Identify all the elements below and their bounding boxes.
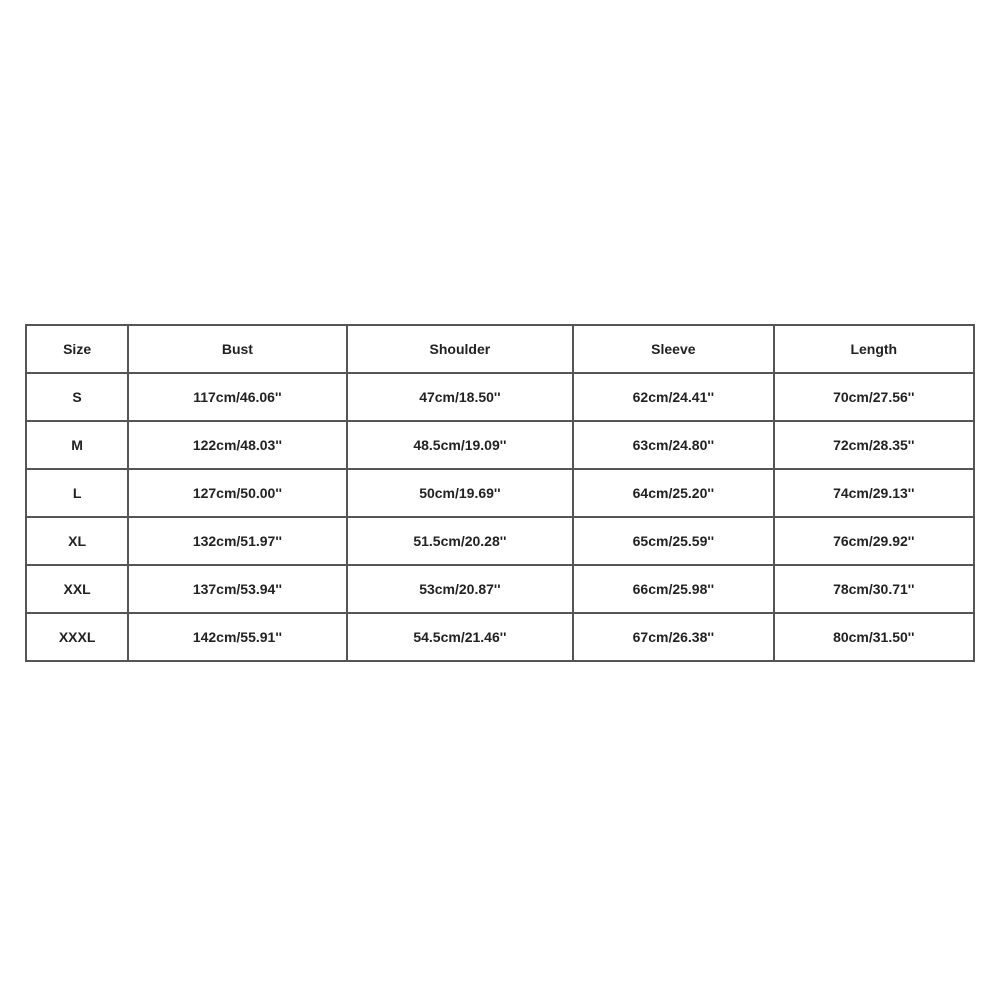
- table-row: [26, 517, 974, 565]
- cell-sleeve: 66cm/25.98'': [573, 565, 773, 613]
- cell-sleeve: 67cm/26.38'': [573, 613, 773, 661]
- cell-bust: 142cm/55.91'': [128, 613, 346, 661]
- cell-bust: 132cm/51.97'': [128, 517, 346, 565]
- table-row: [26, 565, 974, 613]
- cell-shoulder: 54.5cm/21.46'': [347, 613, 573, 661]
- cell-bust: 117cm/46.06'': [128, 373, 346, 421]
- cell-length: 74cm/29.13'': [774, 469, 974, 517]
- cell-length: 80cm/31.50'': [774, 613, 974, 661]
- header-length: Length: [774, 325, 974, 373]
- cell-length: 78cm/30.71'': [774, 565, 974, 613]
- cell-sleeve: 63cm/24.80'': [573, 421, 773, 469]
- cell-shoulder: 50cm/19.69'': [347, 469, 573, 517]
- table-row: [26, 373, 974, 421]
- cell-sleeve: 65cm/25.59'': [573, 517, 773, 565]
- cell-size: XXXL: [26, 613, 128, 661]
- table-header-row: [26, 325, 974, 373]
- cell-bust: 127cm/50.00'': [128, 469, 346, 517]
- cell-length: 76cm/29.92'': [774, 517, 974, 565]
- cell-bust: 137cm/53.94'': [128, 565, 346, 613]
- cell-size: L: [26, 469, 128, 517]
- cell-size: XXL: [26, 565, 128, 613]
- cell-length: 72cm/28.35'': [774, 421, 974, 469]
- size-chart-table: [25, 324, 975, 662]
- cell-sleeve: 64cm/25.20'': [573, 469, 773, 517]
- cell-shoulder: 48.5cm/19.09'': [347, 421, 573, 469]
- cell-bust: 122cm/48.03'': [128, 421, 346, 469]
- table-row: [26, 421, 974, 469]
- cell-shoulder: 51.5cm/20.28'': [347, 517, 573, 565]
- cell-size: M: [26, 421, 128, 469]
- header-size: Size: [26, 325, 128, 373]
- header-shoulder: Shoulder: [347, 325, 573, 373]
- header-sleeve: Sleeve: [573, 325, 773, 373]
- cell-shoulder: 53cm/20.87'': [347, 565, 573, 613]
- cell-size: XL: [26, 517, 128, 565]
- cell-sleeve: 62cm/24.41'': [573, 373, 773, 421]
- table-row: [26, 613, 974, 661]
- cell-length: 70cm/27.56'': [774, 373, 974, 421]
- cell-shoulder: 47cm/18.50'': [347, 373, 573, 421]
- cell-size: S: [26, 373, 128, 421]
- table-row: [26, 469, 974, 517]
- header-bust: Bust: [128, 325, 346, 373]
